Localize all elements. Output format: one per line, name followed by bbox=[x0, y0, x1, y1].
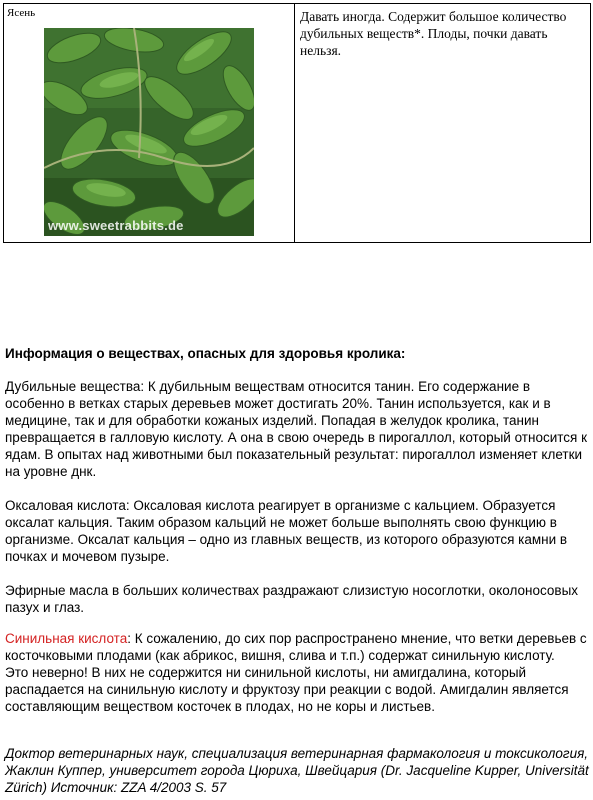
cyanide-paragraph bbox=[5, 630, 590, 715]
photo-watermark: www.sweetrabbits.de bbox=[48, 218, 184, 233]
tannins-paragraph: Дубильные вещества: К дубильным веществам относится танин. Его содержание в особенно в ветках старых деревьев может достигать 20%. Танин используется, как и в медицине, так и для обработки кожаных изделий. Попадая в желудок кролика, танин превращается в галловую кислоту. А она в свою очередь в пирогаллол, который относится к ядам. В опытах над животными был показательный результат: пирогаллол изменяет клетки на уровне днк. bbox=[5, 379, 587, 479]
plant-name: Ясень bbox=[7, 7, 36, 19]
cyanide-text-2: Это неверно! В них не содержится ни синильной кислоты, ни амигдалина, который распадается на синильную кислоту и фруктозу при реакции с водой. Амигдалин является составляющим веществом косточек в плодах, но не коры и листьев. bbox=[5, 665, 569, 714]
ash-leaves-photo bbox=[44, 28, 254, 236]
cyanide-text: : К сожалению, до сих пор распространено мнение, что ветки деревьев с косточковыми плодами (как абрикос, вишня, слива и т.п.) содержат синильную кислоту. bbox=[5, 631, 587, 663]
plant-cell bbox=[4, 4, 295, 242]
plant-table bbox=[3, 3, 591, 243]
source-citation: Доктор ветеринарных наук, специализация ветеринарная фармакология и токсикология, Жаклин Куппер, университет города Цюриха, Швейцария (Dr. Jacqueline Kupper, Universität Zürich) Источник: ZZA 4/2003 S. 57 bbox=[5, 746, 589, 795]
note-cell bbox=[295, 4, 590, 242]
oxalic-paragraph: Оксаловая кислота: Оксаловая кислота реагирует в организме с кальцием. Образуется оксалат кальция. Таким образом кальций не может больше выполнять свою функцию в организме. Оксалат кальция – одно из главных веществ, из которого образуются камни в почках и мочевом пузыре. bbox=[5, 498, 568, 564]
cyanide-label: Синильная кислота bbox=[5, 631, 128, 646]
oils-paragraph: Эфирные масла в больших количествах раздражают слизистую носоглотки, околоносовых пазух и глаз. bbox=[5, 583, 579, 615]
leaves-illustration bbox=[44, 28, 254, 236]
plant-note: Давать иногда. Содержит большое количество дубильных веществ*. Плоды, почки давать нельзя. bbox=[300, 9, 567, 58]
article-heading: Информация о веществах, опасных для здоровья кролика: bbox=[5, 346, 406, 361]
